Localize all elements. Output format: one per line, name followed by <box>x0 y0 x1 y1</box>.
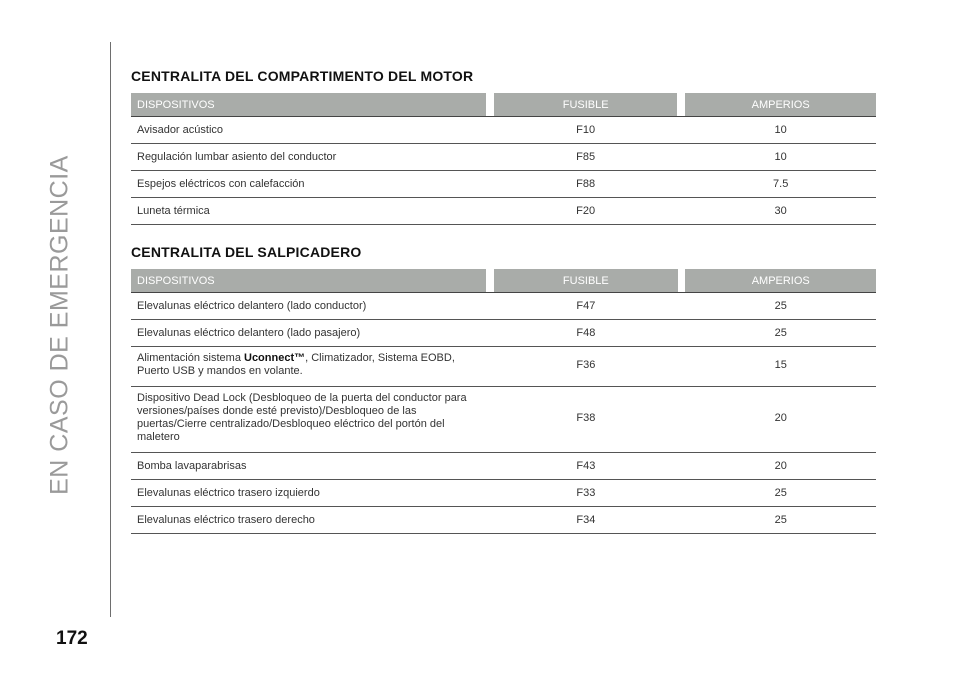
amps-cell: 7.5 <box>685 171 876 198</box>
fuse-cell: F38 <box>494 387 677 453</box>
fuse-cell: F20 <box>494 198 678 225</box>
table-row <box>131 347 876 387</box>
table-row <box>131 116 876 144</box>
table-row <box>131 320 876 347</box>
amps-cell: 10 <box>685 116 876 144</box>
table-row <box>131 292 876 320</box>
device-cell: Elevalunas eléctrico delantero (lado pasajero) <box>131 320 486 347</box>
device-text-prefix: Alimentación sistema <box>137 352 244 364</box>
table-row <box>131 480 876 507</box>
fuse-cell: F43 <box>494 453 677 480</box>
amps-cell: 20 <box>685 387 876 453</box>
amps-cell: 25 <box>685 507 876 534</box>
amps-cell: 25 <box>685 480 876 507</box>
amps-cell: 30 <box>685 198 876 225</box>
table-row <box>131 453 876 480</box>
amps-cell: 20 <box>685 453 876 480</box>
header-amps: AMPERIOS <box>685 269 876 292</box>
device-cell: Elevalunas eléctrico delantero (lado conductor) <box>131 292 486 320</box>
header-devices: DISPOSITIVOS <box>131 93 486 116</box>
fuse-table-engine <box>131 93 876 225</box>
main-content <box>131 68 876 534</box>
device-cell: Elevalunas eléctrico trasero izquierdo <box>131 480 486 507</box>
table-row <box>131 144 876 171</box>
table-row <box>131 198 876 225</box>
side-divider <box>110 42 111 617</box>
device-cell: Regulación lumbar asiento del conductor <box>131 144 486 171</box>
device-cell: Elevalunas eléctrico trasero derecho <box>131 507 486 534</box>
fuse-cell: F10 <box>494 116 678 144</box>
device-cell: Espejos eléctricos con calefacción <box>131 171 486 198</box>
fuse-cell: F33 <box>494 480 677 507</box>
table-row <box>131 387 876 453</box>
fuse-table-dashboard <box>131 269 876 534</box>
fuse-cell: F85 <box>494 144 678 171</box>
fuse-cell: F34 <box>494 507 677 534</box>
header-devices: DISPOSITIVOS <box>131 269 486 292</box>
header-fuse: FUSIBLE <box>494 269 677 292</box>
table-row <box>131 171 876 198</box>
table-header <box>131 269 876 292</box>
table-row <box>131 507 876 534</box>
amps-cell: 15 <box>685 347 876 387</box>
fuse-cell: F36 <box>494 347 677 387</box>
amps-cell: 25 <box>685 292 876 320</box>
fuse-cell: F47 <box>494 292 677 320</box>
section-title-engine: CENTRALITA DEL COMPARTIMENTO DEL MOTOR <box>131 68 474 84</box>
device-cell: Avisador acústico <box>131 116 486 144</box>
device-cell: Luneta térmica <box>131 198 486 225</box>
amps-cell: 10 <box>685 144 876 171</box>
header-amps: AMPERIOS <box>685 93 876 116</box>
fuse-cell: F88 <box>494 171 678 198</box>
chapter-title-text: EN CASO DE EMERGENCIA <box>45 155 74 495</box>
page-number: 172 <box>56 628 88 649</box>
header-fuse: FUSIBLE <box>494 93 678 116</box>
uconnect-brand: Uconnect™ <box>244 352 306 364</box>
section-title-dashboard: CENTRALITA DEL SALPICADERO <box>131 244 362 260</box>
device-text-suffix: , Climatizador, Sistema EOBD, Puerto USB y mandos en volante. <box>137 352 455 377</box>
device-cell: Bomba lavaparabrisas <box>131 453 486 480</box>
device-cell: Dispositivo Dead Lock (Desbloqueo de la puerta del conductor para versiones/países donde esté previsto)/Desbloqueo de las puertas/Cierre centralizado/Desbloqueo eléctrico del portón del maletero <box>131 387 486 453</box>
fuse-cell: F48 <box>494 320 677 347</box>
device-cell <box>131 347 486 387</box>
table-header <box>131 93 876 116</box>
amps-cell: 25 <box>685 320 876 347</box>
